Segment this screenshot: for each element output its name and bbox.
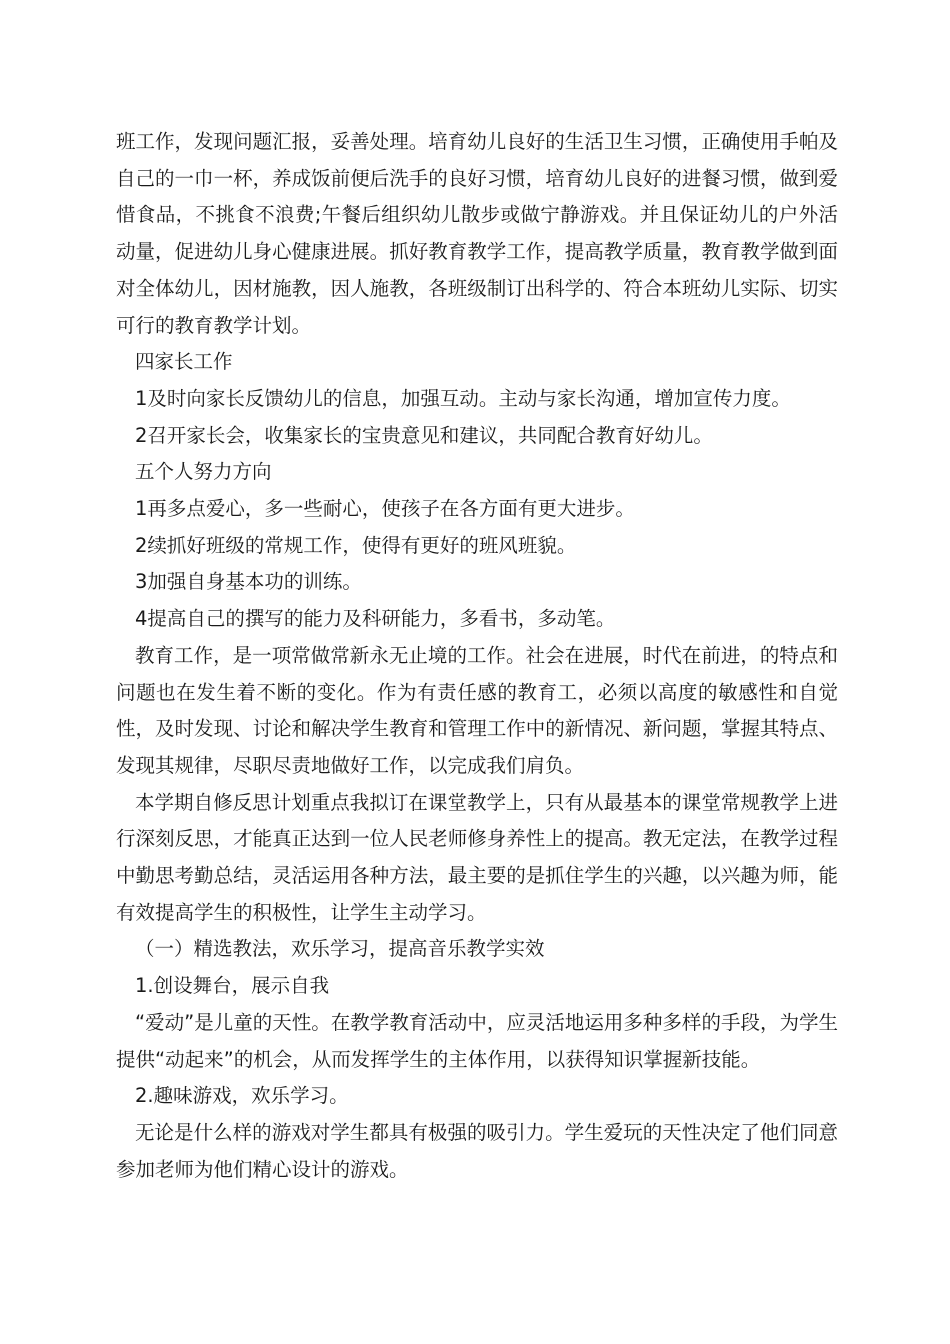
paragraph-games: 无论是什么样的游戏对学生都具有极强的吸引力。学生爱玩的天性决定了他们同意参加老师为他们精心设计的游戏。 xyxy=(116,1120,838,1181)
list-item-personal-1: 1再多点爱心，多一些耐心，使孩子在各方面有更大进步。 xyxy=(135,497,635,521)
list-item-parent-2: 2召开家长会，收集家长的宝贵意见和建议，共同配合教育好幼儿。 xyxy=(135,423,713,447)
paragraph-self-study-plan: 本学期自修反思计划重点我拟订在课堂教学上，只有从最基本的课堂常规教学上进行深刻反思，才能真正达到一位人民老师修身养性上的提高。教无定法，在教学过程中勤思考勤总结，灵活运用各种方法，最主要的是抓住学生的兴趣，以兴趣为师，能有效提高学生的积极性，让学生主动学习。 xyxy=(116,790,838,924)
subheading-games: 2.趣味游戏，欢乐学习。 xyxy=(135,1084,349,1108)
heading-parent-work: 四家长工作 xyxy=(135,350,233,374)
heading-personal-direction: 五个人努力方向 xyxy=(135,460,272,484)
paragraph-class-work: 班工作，发现问题汇报，妥善处理。培育幼儿良好的生活卫生习惯，正确使用手帕及自己的一巾一杯，养成饭前便后洗手的良好习惯，培育幼儿良好的进餐习惯，做到爱惜食品，不挑食不浪费;午餐后组织幼儿散步或做宁静游戏。并且保证幼儿的户外活动量，促进幼儿身心健康进展。抓好教育教学工作，提高教学质量，教育教学做到面对全体幼儿，因材施教，因人施教，各班级制订出科学的、符合本班幼儿实际、切实可行的教育教学计划。 xyxy=(116,130,838,337)
document-body xyxy=(116,124,838,1188)
list-item-personal-2: 2续抓好班级的常规工作，使得有更好的班风班貌。 xyxy=(135,533,577,557)
subheading-stage: 1.创设舞台，展示自我 xyxy=(135,974,330,998)
list-item-personal-3: 3加强自身基本功的训练。 xyxy=(135,570,362,594)
heading-teaching-methods: （一）精选教法，欢乐学习，提高音乐教学实效 xyxy=(135,937,545,961)
list-item-parent-1: 1及时向家长反馈幼儿的信息，加强互动。主动与家长沟通，增加宣传力度。 xyxy=(135,386,791,410)
paragraph-active-nature: “爱动”是儿童的天性。在教学教育活动中，应灵活地运用多种多样的手段，为学生提供“动起来”的机会，从而发挥学生的主体作用，以获得知识掌握新技能。 xyxy=(116,1010,838,1071)
paragraph-education-work: 教育工作，是一项常做常新永无止境的工作。社会在进展，时代在前进，的特点和问题也在发生着不断的变化。作为有责任感的教育工，必须以高度的敏感性和自觉性，及时发现、讨论和解决学生教育和管理工作中的新情况、新问题，掌握其特点、发现其规律，尽职尽责地做好工作，以完成我们肩负。 xyxy=(116,643,838,777)
list-item-personal-4: 4提高自己的撰写的能力及科研能力，多看书，多动笔。 xyxy=(135,607,616,631)
